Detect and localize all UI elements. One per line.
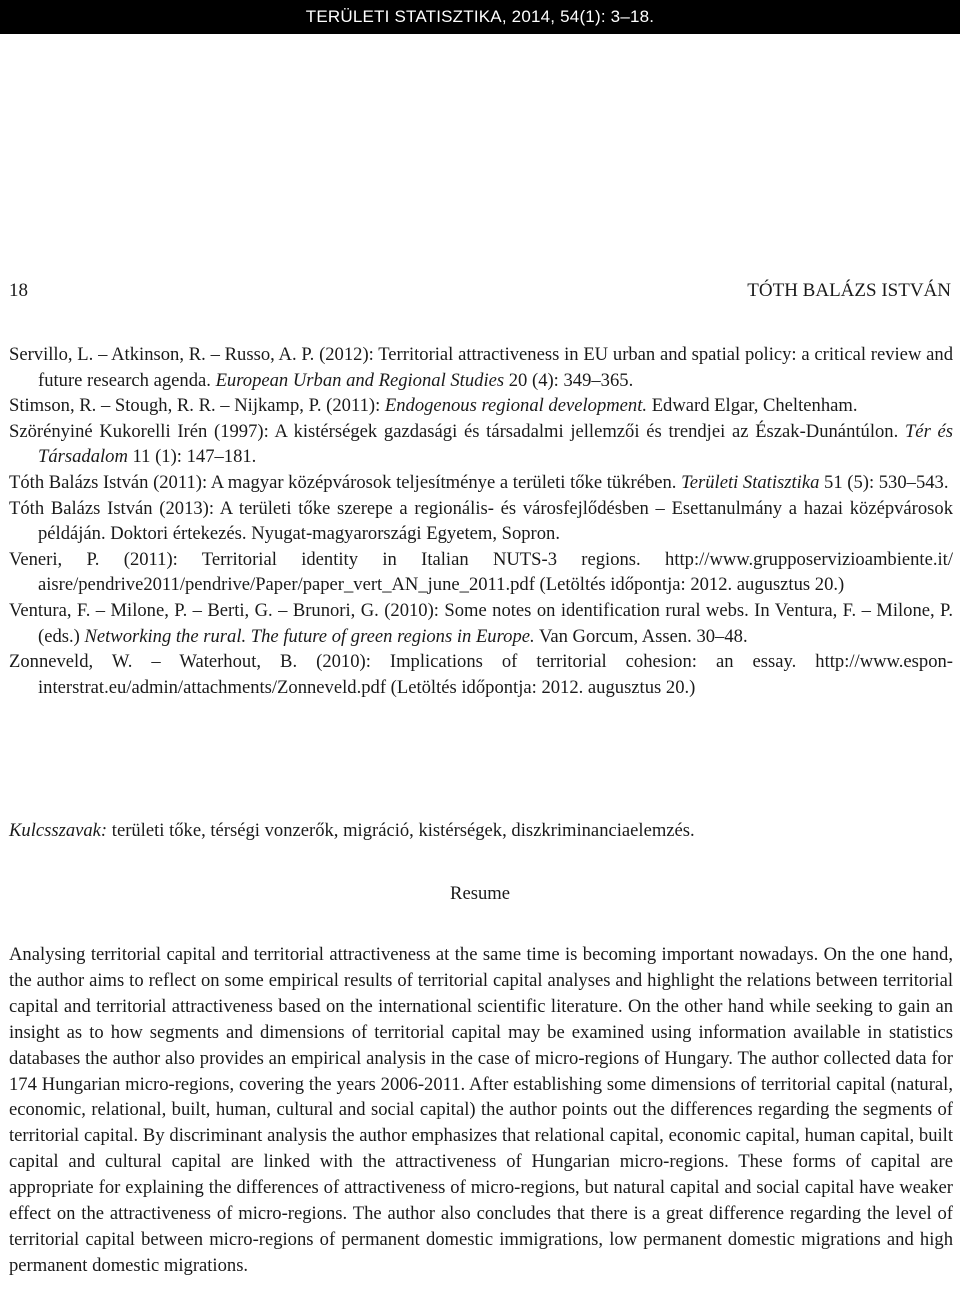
reference-item <box>9 393 953 419</box>
reference-item <box>9 342 953 393</box>
reference-text: Zonneveld, W. – Waterhout, B. (2010): Implications of territorial cohesion: an essay. http://www.espon-interstrat.eu/admin/attachments/Zonneveld.pdf (Letöltés időpontja: 2012. augusztus 20.) <box>9 651 953 698</box>
reference-item <box>9 547 953 598</box>
keywords-label: Kulcsszavak: <box>9 820 108 841</box>
resume-abstract: Analysing territorial capital and territorial attractiveness at the same time is becoming important nowadays. On the one hand, the author aims to reflect on some empirical results of territorial capital analyses and highlight the relations between territorial capital and territorial attractiveness based on the international scientific literature. On the other hand while seeking to gain an insight as to how segments and dimensions of territorial capital may be examined using information available in statistics databases the author also provides an empirical analysis in the case of micro-regions of Hungary. The author collected data for 174 Hungarian micro-regions, covering the years 2006-2011. After establishing some dimensions of territorial capital (natural, economic, relational, built, human, cultural and social capital) the author points out the differences regarding the segments of territorial capital. By discriminant analysis the author emphasizes that relational capital, economic capital, human capital, built capital and cultural capital are linked with the attractiveness of Hungarian micro-regions. These forms of capital are appropriate for explaining the differences of attractiveness of micro-regions, but natural capital and social capital have weaker effect on the attractiveness of micro-regions. The author also concludes that there is a great difference regarding the level of territorial capital between micro-regions of permanent domestic immigrations, low permanent domestic migrations and high permanent domestic migrations. <box>9 944 953 1276</box>
reference-source: Endogenous regional development. <box>384 395 648 417</box>
author-name: TÓTH BALÁZS ISTVÁN <box>747 280 951 301</box>
reference-details: 51 (5): 530–543. <box>819 471 949 493</box>
reference-text: Ventura, F. – Milone, P. – Berti, G. – Brunori, G. (2010): Some notes on identification rural webs. In Ventura, F. – Milone, P. (eds.) <box>9 599 953 647</box>
page-header <box>9 280 951 302</box>
reference-text: Servillo, L. – Atkinson, R. – Russo, A. P. (2012): Territorial attractiveness in EU urban and spatial policy: a critical review and future research agenda. <box>9 344 953 391</box>
reference-list <box>9 342 953 700</box>
reference-details: Van Gorcum, Assen. 30–48. <box>534 625 748 647</box>
keywords <box>9 818 953 843</box>
reference-item <box>9 598 953 649</box>
reference-item <box>9 470 953 496</box>
reference-details: 20 (4): 349–365. <box>504 369 634 391</box>
reference-text: Szörényiné Kukorelli Irén (1997): A kistérségek gazdasági és társadalmi jellemzői és trendjei az Észak-Dunántúlon. <box>9 420 905 442</box>
reference-source: Tér és Társadalom <box>38 420 954 468</box>
keywords-text: területi tőke, térségi vonzerők, migráció, kistérségek, diszkriminanciaelemzés. <box>107 820 695 841</box>
resume-heading: Resume <box>450 883 510 904</box>
reference-details: 11 (1): 147–181. <box>127 446 257 468</box>
reference-text: Stimson, R. – Stough, R. R. – Nijkamp, P. (2011): <box>9 395 385 417</box>
reference-item <box>9 419 953 470</box>
reference-details: Edward Elgar, Cheltenham. <box>647 395 858 417</box>
running-header: TERÜLETI STATISZTIKA, 2014, 54(1): 3–18. <box>0 0 960 34</box>
reference-text: Veneri, P. (2011): Territorial identity in Italian NUTS-3 regions. http://www.grupposervizioambiente.it/ aisre/pendrive2011/pendrive/Paper/paper_vert_AN_june_2011.pdf (Letöltés időpontja: 2012. augusztus 20.) <box>9 548 953 596</box>
reference-item <box>9 496 953 547</box>
reference-item <box>9 649 953 700</box>
reference-source: Területi Statisztika <box>681 471 820 493</box>
reference-source: European Urban and Regional Studies <box>215 369 505 391</box>
page-number: 18 <box>9 280 28 301</box>
reference-text: Tóth Balázs István (2011): A magyar középvárosok teljesítménye a területi tőke tükrében. <box>9 471 682 493</box>
reference-source: Networking the rural. The future of green regions in Europe. <box>84 625 535 647</box>
reference-text: Tóth Balázs István (2013): A területi tőke szerepe a regionális- és városfejlődésben – Esettanulmány a hazai középvárosok példáján. Doktori értekezés. Nyugat-magyarországi Egyetem, Sopron. <box>9 497 953 545</box>
